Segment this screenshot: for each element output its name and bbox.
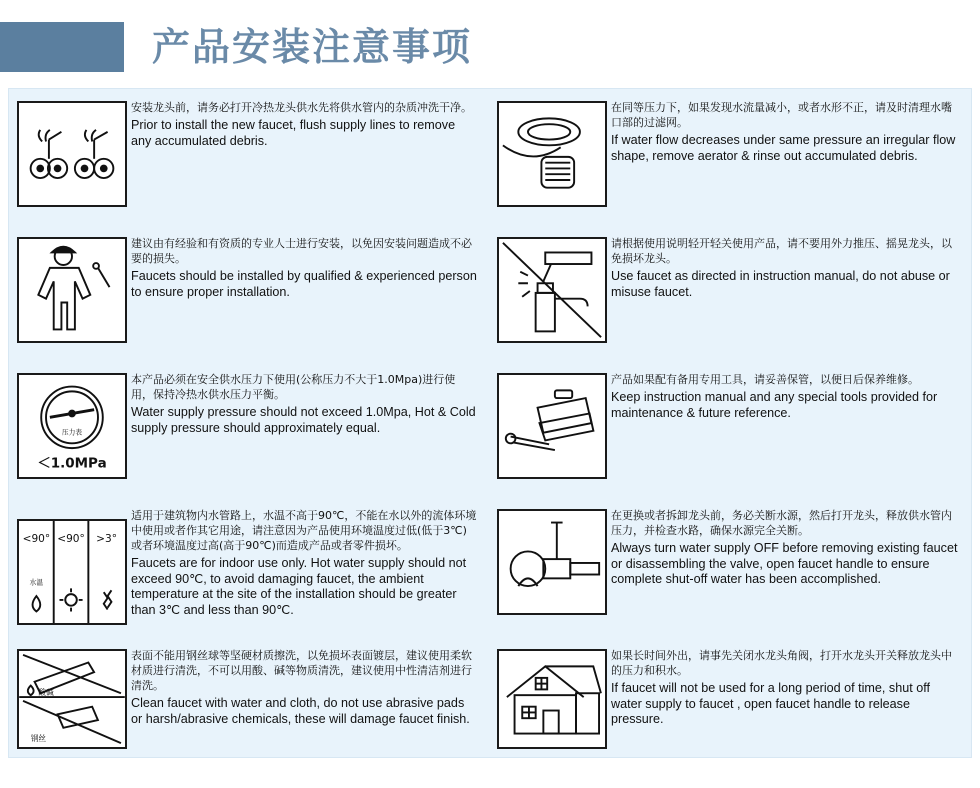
gauge-label: 压力表 [61, 428, 83, 437]
instruction-text [131, 100, 477, 149]
instruction-text [131, 648, 477, 727]
instruction-text [611, 648, 959, 728]
instructions-panel [8, 88, 972, 758]
clean-label: 钢丝 [30, 734, 47, 744]
header-accent-bar [0, 22, 124, 72]
instruction-en: Water supply pressure should not exceed 1.0Mpa, Hot & Cold supply pressure should approximately equal. [131, 405, 476, 435]
gauge-value: ＜1.0MPa [37, 455, 107, 472]
instruction-text [131, 372, 477, 436]
no-hammer-faucet-icon [497, 237, 607, 343]
instruction-en: Faucets are for indoor use only. Hot water supply should not exceed 90℃, to avoid damaging faucet, the ambient temperature at the site of the installation should be greater than 3℃ and less than 90℃. [131, 556, 467, 617]
house-icon [497, 649, 607, 749]
plumber-icon [17, 237, 127, 343]
instruction-en: Always turn water supply OFF before removing existing faucet or disassembling the valve, open faucet handle to ensure complete shut-off water has been accomplished. [611, 541, 958, 587]
instruction-text [131, 236, 477, 300]
instruction-en: If water flow decreases under same pressure an irregular flow shape, remove aerator & rinse out accumulated debris. [611, 133, 956, 163]
pipe-flush-icon [17, 101, 127, 207]
instruction-text [611, 100, 959, 164]
instruction-zh: 在更换或者拆卸龙头前，务必关断水源，然后打开龙头，释放供水管内压力，并检查水路，确保水源完全关断。 [611, 509, 952, 537]
instruction-text [611, 508, 959, 588]
instruction-text [131, 508, 477, 618]
temp-sub-label: 水温 [29, 578, 44, 587]
instruction-text [611, 372, 959, 421]
pressure-gauge-icon [17, 373, 127, 479]
temp-label: >3° [96, 533, 118, 546]
temperature-icon [17, 519, 127, 625]
shutoff-valve-icon [497, 509, 607, 615]
instruction-zh: 如果长时间外出，请事先关闭水龙头角阀，打开水龙头开关释放龙头中的压力和积水。 [611, 649, 952, 677]
instruction-en: Use faucet as directed in instruction manual, do not abuse or misuse faucet. [611, 269, 950, 299]
instruction-en: Prior to install the new faucet, flush supply lines to remove any accumulated debris. [131, 118, 456, 148]
page-title: 产品安装注意事项 [152, 25, 473, 69]
instruction-text [611, 236, 959, 300]
instruction-zh: 安装龙头前，请务必打开冷热龙头供水先将供水管内的杂质冲洗干净。 [131, 101, 472, 114]
instruction-zh: 本产品必须在安全供水压力下使用(公称压力不大于1.0Mpa)进行使用，保持冷热水供水压力平衡。 [131, 373, 456, 401]
instruction-zh: 在同等压力下，如果发现水流量减小，或者水形不正，请及时清理水嘴口部的过滤网。 [611, 101, 952, 129]
instruction-zh: 表面不能用钢丝球等坚硬材质擦洗，以免损坏表面镀层，建议使用柔软材质进行清洗，不可以用酸、碱等物质清洗，建议使用中性清洁剂进行清洗。 [131, 649, 472, 692]
aerator-icon [497, 101, 607, 207]
toolbox-icon [497, 373, 607, 479]
instruction-en: Clean faucet with water and cloth, do not use abrasive pads or harsh/abrasive chemicals, these will damage faucet finish. [131, 696, 470, 726]
temp-label: <90° [57, 533, 85, 546]
instruction-zh: 建议由有经验和有资质的专业人士进行安装，以免因安装问题造成不必要的损失。 [131, 237, 472, 265]
instruction-zh: 适用于建筑物内水管路上，水温不高于90℃，不能在水以外的流体环境中使用或者作其它用途，请注意因为产品使用环境温度过低(低于3℃)或者环境温度过高(高于90℃)而造成产品或者零件损坏。 [131, 509, 477, 552]
no-abrasive-icon [17, 649, 127, 749]
temp-label: <90° [22, 533, 51, 546]
clean-label: 酸碱 [38, 688, 54, 698]
instruction-en: Faucets should be installed by qualified & experienced person to ensure proper installation. [131, 269, 477, 299]
instruction-zh: 请根据使用说明轻开轻关使用产品，请不要用外力推压、摇晃龙头，以免损坏龙头。 [611, 237, 952, 265]
instruction-en: Keep instruction manual and any special tools provided for maintenance & future reference. [611, 390, 938, 420]
instruction-zh: 产品如果配有备用专用工具，请妥善保管，以便日后保养维修。 [611, 373, 919, 386]
instruction-en: If faucet will not be used for a long period of time, shut off water supply to faucet , open faucet handle to release pressure. [611, 681, 930, 727]
